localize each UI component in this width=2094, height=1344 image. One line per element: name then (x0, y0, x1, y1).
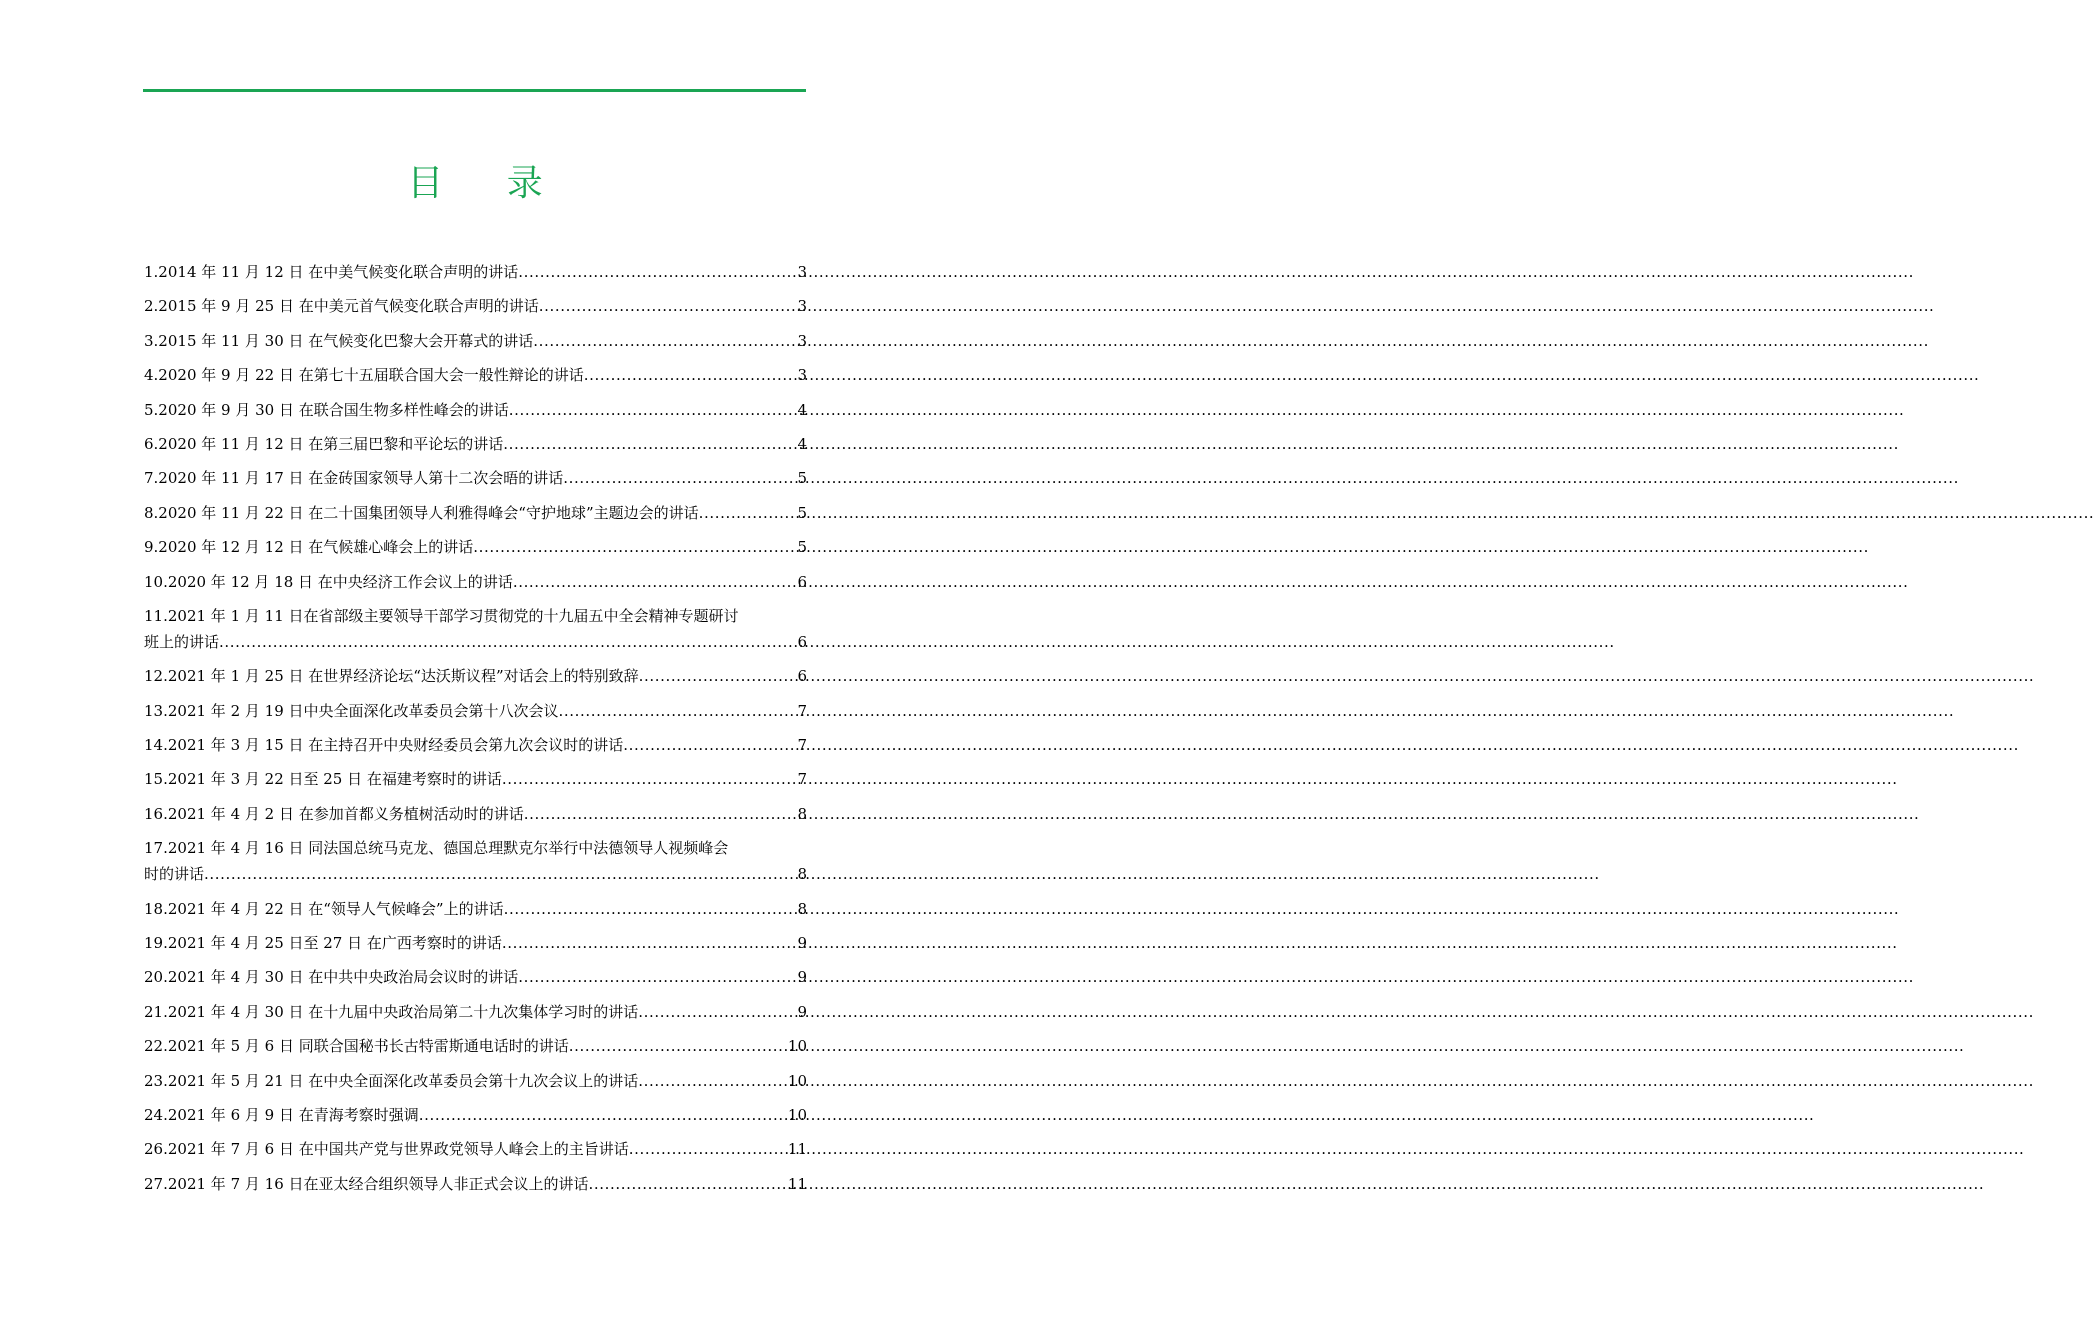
toc-entry[interactable] (144, 1102, 807, 1128)
toc-page-number: 8 (797, 865, 807, 884)
toc-page-number: 7 (797, 770, 807, 789)
toc-entry[interactable] (144, 801, 807, 827)
toc-entry-title-line1: 17.2021 年 4 月 16 日 同法国总统马克龙、德国总理默克尔举行中法德领导人视频峰会 (144, 839, 729, 858)
toc-page-number: 3 (797, 263, 807, 281)
toc-entry-title: 24.2021 年 6 月 9 日 在青海考察时强调 (144, 1105, 419, 1124)
toc-entry[interactable] (144, 293, 807, 319)
toc-page-number: 9 (797, 1002, 807, 1021)
toc-page-number: 4 (797, 434, 807, 453)
header-rule (143, 89, 806, 92)
toc-dot-leader (563, 465, 796, 491)
toc-dot-leader (473, 534, 796, 560)
toc-entry[interactable] (144, 766, 807, 792)
toc-page-number: 11 (787, 1140, 807, 1159)
toc-entry-title-line1: 11.2021 年 1 月 11 日在省部级主要领导干部学习贯彻党的十九届五中全会精神专题研讨 (144, 606, 739, 625)
toc-entry[interactable] (144, 1171, 807, 1197)
toc-entry[interactable] (144, 362, 807, 388)
toc-page-number: 10 (787, 1037, 807, 1056)
toc-entry-title: 22.2021 年 5 月 6 日 同联合国秘书长古特雷斯通电话时的讲话 (144, 1037, 569, 1056)
toc-entry-title: 5.2020 年 9 月 30 日 在联合国生物多样性峰会的讲话 (144, 400, 509, 419)
toc-entry-title: 27.2021 年 7 月 16 日在亚太经合组织领导人非正式会议上的讲话 (144, 1174, 589, 1193)
toc-page-number: 9 (797, 934, 807, 953)
toc-dot-leader (219, 629, 796, 655)
toc-page-number: 3 (797, 366, 807, 385)
toc-page-number: 7 (797, 736, 807, 755)
toc-dot-leader (204, 861, 796, 887)
toc-entry-title: 23.2021 年 5 月 21 日 在中央全面深化改革委员会第十九次会议上的讲话 (144, 1071, 639, 1090)
toc-entry[interactable] (144, 964, 807, 990)
toc-entry-title: 6.2020 年 11 月 12 日 在第三届巴黎和平论坛的讲话 (144, 434, 504, 453)
toc-page-number: 6 (797, 572, 807, 591)
toc-dot-leader (589, 1171, 787, 1197)
toc-dot-leader (623, 732, 796, 758)
toc-entry-title: 21.2021 年 4 月 30 日 在十九届中央政治局第二十九次集体学习时的讲话 (144, 1002, 639, 1021)
toc-entry-title: 18.2021 年 4 月 22 日 在“领导人气候峰会”上的讲话 (144, 899, 504, 918)
toc-entry-title: 7.2020 年 11 月 17 日 在金砖国家领导人第十二次会晤的讲话 (144, 469, 564, 488)
toc-dot-leader (504, 896, 797, 922)
toc-dot-leader (559, 698, 797, 724)
toc-entry-title: 26.2021 年 7 月 6 日 在中国共产党与世界政党领导人峰会上的主旨讲话 (144, 1140, 629, 1159)
toc-entry[interactable] (144, 698, 807, 724)
toc-list (144, 259, 807, 1205)
toc-page-number: 7 (797, 701, 807, 720)
toc-entry[interactable] (144, 259, 807, 285)
toc-entry-title: 14.2021 年 3 月 15 日 在主持召开中央财经委员会第九次会议时的讲话 (144, 736, 624, 755)
toc-entry-title: 15.2021 年 3 月 22 日至 25 日 在福建考察时的讲话 (144, 770, 502, 789)
toc-dot-leader (513, 569, 797, 595)
toc-entry-title: 4.2020 年 9 月 22 日 在第七十五届联合国大会一般性辩论的讲话 (144, 366, 584, 385)
toc-page-number: 3 (797, 331, 807, 350)
toc-entry[interactable] (144, 896, 807, 922)
toc-entry[interactable] (144, 534, 807, 560)
toc-dot-leader (518, 259, 796, 285)
toc-page-number: 6 (797, 632, 807, 651)
toc-dot-leader (638, 999, 796, 1025)
toc-dot-leader (638, 1068, 787, 1094)
toc-page-number: 5 (797, 503, 807, 522)
toc-page-number: 9 (797, 968, 807, 987)
toc-entry[interactable] (144, 328, 807, 354)
toc-entry-title: 8.2020 年 11 月 22 日 在二十国集团领导人利雅得峰会“守护地球”主题边会的讲话 (144, 503, 699, 522)
toc-entry[interactable] (144, 397, 807, 423)
toc-page-number: 5 (797, 469, 807, 488)
toc-dot-leader (569, 1033, 787, 1059)
toc-dot-leader (524, 801, 797, 827)
toc-dot-leader (639, 663, 797, 689)
page-title: 目 录 (407, 163, 569, 204)
toc-entry-title: 13.2021 年 2 月 19 日中央全面深化改革委员会第十八次会议 (144, 701, 559, 720)
toc-dot-leader (503, 431, 796, 457)
toc-page-number: 8 (797, 899, 807, 918)
toc-entry-title: 10.2020 年 12 月 18 日 在中央经济工作会议上的讲话 (144, 572, 513, 591)
toc-dot-leader (539, 293, 797, 319)
toc-page-number: 5 (797, 538, 807, 557)
toc-entry[interactable] (144, 431, 807, 457)
toc-entry-title: 19.2021 年 4 月 25 日至 27 日 在广西考察时的讲话 (144, 934, 502, 953)
toc-entry-title: 1.2014 年 11 月 12 日 在中美气候变化联合声明的讲话 (144, 263, 519, 281)
toc-page-number: 3 (797, 297, 807, 316)
toc-entry[interactable] (144, 930, 807, 956)
toc-entry-title: 班上的讲话 (144, 632, 220, 651)
toc-entry[interactable] (144, 500, 807, 526)
toc-page-number: 6 (797, 667, 807, 686)
toc-dot-leader (584, 362, 797, 388)
toc-entry-title: 20.2021 年 4 月 30 日 在中共中央政治局会议时的讲话 (144, 968, 519, 987)
toc-dot-leader (502, 930, 797, 956)
toc-entry-title: 12.2021 年 1 月 25 日 在世界经济论坛“达沃斯议程”对话会上的特别致辞 (144, 667, 639, 686)
toc-page-number: 8 (797, 804, 807, 823)
toc-dot-leader (533, 328, 796, 354)
toc-entry[interactable] (144, 835, 807, 887)
toc-entry[interactable] (144, 569, 807, 595)
toc-page-number: 10 (787, 1071, 807, 1090)
toc-entry[interactable] (144, 465, 807, 491)
toc-page-number: 11 (787, 1174, 807, 1193)
toc-entry-title: 时的讲话 (144, 865, 205, 884)
toc-entry[interactable] (144, 1136, 807, 1162)
toc-entry-title: 9.2020 年 12 月 12 日 在气候雄心峰会上的讲话 (144, 538, 474, 557)
toc-entry[interactable] (144, 1068, 807, 1094)
toc-dot-leader (502, 766, 797, 792)
toc-entry-title: 3.2015 年 11 月 30 日 在气候变化巴黎大会开幕式的讲话 (144, 331, 534, 350)
toc-entry[interactable] (144, 1033, 807, 1059)
toc-entry-title: 2.2015 年 9 月 25 日 在中美元首气候变化联合声明的讲话 (144, 297, 539, 316)
toc-entry[interactable] (144, 999, 807, 1025)
toc-dot-leader (509, 397, 797, 423)
toc-dot-leader (629, 1136, 787, 1162)
toc-entry[interactable] (144, 603, 807, 655)
toc-page-number: 4 (797, 400, 807, 419)
toc-entry[interactable] (144, 663, 807, 689)
toc-dot-leader (518, 964, 796, 990)
toc-entry-title: 16.2021 年 4 月 2 日 在参加首都义务植树活动时的讲话 (144, 804, 524, 823)
toc-dot-leader (419, 1102, 787, 1128)
toc-entry[interactable] (144, 732, 807, 758)
toc-dot-leader (699, 500, 797, 526)
toc-page-number: 10 (787, 1105, 807, 1124)
